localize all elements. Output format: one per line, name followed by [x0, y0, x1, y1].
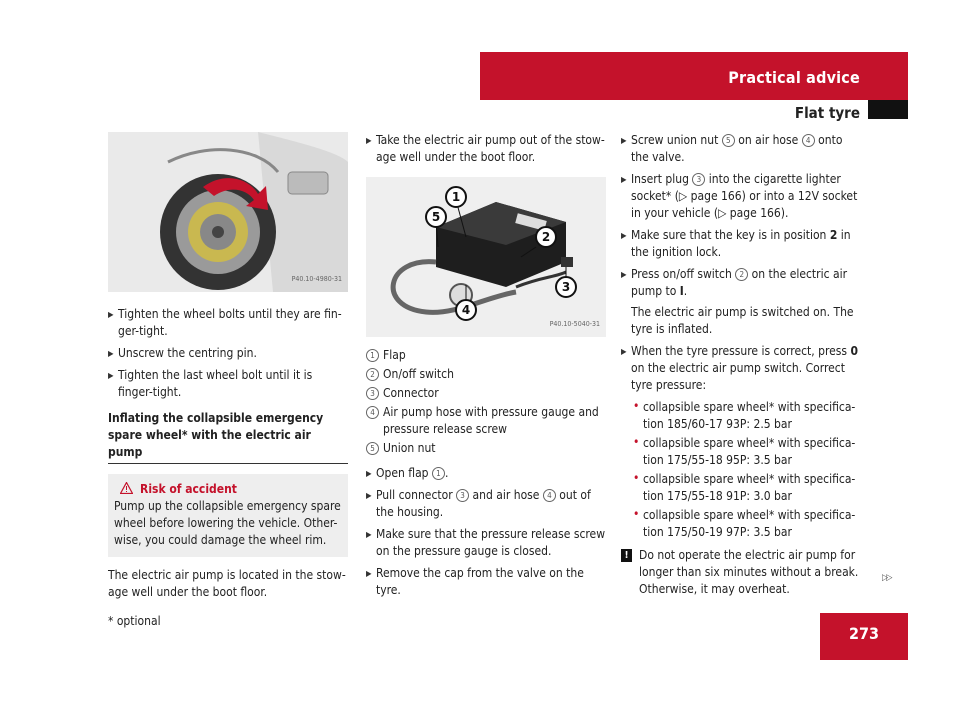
- air-pump-figure: [366, 177, 606, 337]
- step-item: ▶ Tighten the last wheel bolt until it is finger-tight.: [108, 368, 313, 399]
- step-arrow-icon: ▶: [621, 231, 627, 240]
- step-item: ▶ Remove the cap from the valve on the tyre.: [366, 566, 584, 597]
- subsection-title: Flat tyre: [794, 104, 860, 122]
- step-arrow-icon: ▶: [621, 136, 627, 145]
- legend-item: 5 Union nut: [366, 440, 606, 457]
- note-exclamation-icon: !: [621, 549, 632, 562]
- step-arrow-icon: ▶: [366, 491, 372, 500]
- warning-text: Pump up the collapsible emergency spare wheel before lowering the vehicle. Other-wise, you could damage the wheel rim.: [114, 499, 341, 547]
- air-pump-illustration: [366, 177, 606, 337]
- figure-label: 2: [541, 230, 551, 244]
- figure-label: 1: [451, 190, 461, 204]
- column-right: [621, 132, 861, 598]
- figure-code: P40.10-5040-31: [549, 320, 600, 328]
- step-arrow-icon: ▶: [366, 469, 372, 478]
- caution-note: ! Do not operate the electric air pump for longer than six minutes without a break. Otherwise, it may overheat.: [621, 547, 861, 598]
- step-item: ▶ Press on/off switch 2 on the electric air pump to I. The electric air pump is switched on. The tyre is inflated.: [621, 266, 861, 338]
- figure-label: 5: [431, 210, 441, 224]
- paragraph: The electric air pump is located in the stow-age well under the boot floor.: [108, 568, 346, 599]
- legend-item: 3 Connector: [366, 385, 606, 402]
- step-arrow-icon: ▶: [621, 270, 627, 279]
- warning-box: [108, 474, 348, 557]
- step-item: ▶ Pull connector 3 and air hose 4 out of the housing.: [366, 488, 591, 519]
- step-item: ▶ Insert plug 3 into the cigarette lighter socket* (▷ page 166) or into a 12V socket in your vehicle (▷ page 166).: [621, 172, 858, 220]
- step-arrow-icon: ▶: [621, 347, 627, 356]
- section-banner: [480, 52, 908, 100]
- column-left: [108, 132, 348, 607]
- step-arrow-icon: ▶: [108, 310, 114, 319]
- pressure-bullet: • collapsible spare wheel* with specifica-tion 185/60-17 93P: 2.5 bar: [633, 399, 856, 431]
- page-number-box: [820, 613, 908, 660]
- step-item: ▶ Make sure that the key is in position 2 in the ignition lock.: [621, 228, 851, 259]
- pressure-bullet: • collapsible spare wheel* with specifica-tion 175/55-18 95P: 3.5 bar: [633, 435, 856, 467]
- step-result: The electric air pump is switched on. The tyre is inflated.: [631, 305, 854, 336]
- step-item: ▶ Take the electric air pump out of the stow-age well under the boot floor.: [366, 133, 605, 164]
- step-item: ▶ Screw union nut 5 on air hose 4 onto the valve.: [621, 133, 843, 164]
- step-item: ▶ Unscrew the centring pin.: [108, 346, 257, 360]
- step-item: ▶ Open flap 1 .: [366, 466, 449, 480]
- step-item: ▶ Make sure that the pressure release screw on the pressure gauge is closed.: [366, 527, 606, 558]
- section-title: Practical advice: [728, 68, 860, 87]
- step-item: ▶ Tighten the wheel bolts until they are fin-ger-tight.: [108, 307, 342, 338]
- step-item: ▶ When the tyre pressure is correct, press 0 on the electric air pump switch. Correct tyre pressure:: [621, 344, 858, 392]
- footnote: * optional: [108, 614, 161, 628]
- legend-item: 4 Air pump hose with pressure gauge and pressure release screw: [366, 404, 606, 438]
- continue-icon: ▷▷: [882, 573, 891, 583]
- subsection-marker: [868, 100, 908, 119]
- figure-label: 3: [561, 280, 571, 294]
- pressure-bullet: • collapsible spare wheel* with specifica-tion 175/50-19 97P: 3.5 bar: [633, 507, 856, 539]
- step-arrow-icon: ▶: [366, 530, 372, 539]
- legend-item: 2 On/off switch: [366, 366, 606, 383]
- section-heading: Inflating the collapsible emergency spare wheel* with the electric air pump: [108, 410, 348, 464]
- pressure-bullet: • collapsible spare wheel* with specifica-tion 175/55-18 91P: 3.0 bar: [633, 471, 856, 503]
- step-arrow-icon: ▶: [366, 569, 372, 578]
- column-middle: [366, 132, 606, 604]
- warning-title: Risk of accident: [114, 481, 342, 498]
- page-number: 273: [848, 624, 880, 643]
- spare-wheel-figure: [108, 132, 348, 292]
- step-arrow-icon: ▶: [621, 175, 627, 184]
- figure-code: P40.10-4980-31: [291, 275, 342, 283]
- step-arrow-icon: ▶: [108, 349, 114, 358]
- step-arrow-icon: ▶: [366, 136, 372, 145]
- figure-label: 4: [461, 303, 471, 317]
- spare-wheel-illustration: [108, 132, 348, 292]
- legend-item: 1 Flap: [366, 347, 606, 364]
- step-arrow-icon: ▶: [108, 371, 114, 380]
- warning-triangle-icon: [120, 482, 133, 494]
